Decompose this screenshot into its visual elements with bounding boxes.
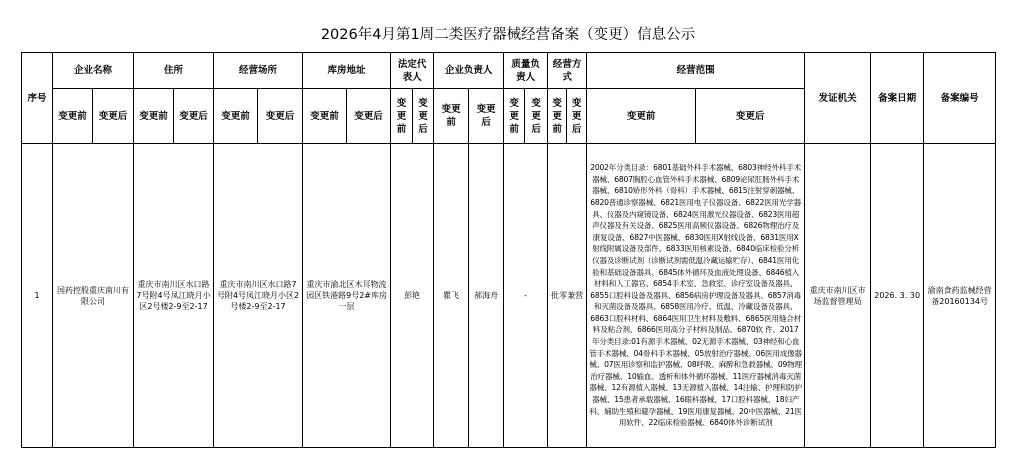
subheader-company-head-after-l2: 后	[481, 117, 491, 128]
subheader-company-head-after-l1: 变更	[476, 104, 496, 115]
header-legal-rep-line1: 法定代	[397, 58, 427, 70]
subheader-quality-head-before	[504, 89, 525, 144]
subheader-business-mode-before-text: 变更前	[552, 97, 562, 135]
header-row-1	[22, 53, 996, 89]
header-business-scope: 经营范围	[587, 53, 805, 89]
subheader-residence-before: 变更前	[134, 89, 174, 144]
cell-issuing-authority: 重庆市南川区市场监督管理局	[805, 144, 871, 448]
cell-business-mode: 批零兼营	[548, 144, 587, 448]
header-residence: 住所	[134, 53, 214, 89]
subheader-legal-rep-after-text: 变更后	[418, 97, 428, 135]
table-row	[22, 144, 996, 448]
header-quality-head	[504, 53, 548, 89]
cell-company-head-before: 瞿飞	[434, 144, 469, 448]
subheader-business-mode-after	[567, 89, 587, 144]
subheader-company-head-before-l2: 前	[446, 117, 456, 128]
cell-business-scope: 2002年分类目录：6801基础外科手术器械、6803神经外科手术器械、6807胸腔心血管外科手术器械、6809泌尿肛肠外科手术器械、6810矫形外科（骨科）手术器械、6815注射穿刺器械、6820普通诊察器械、6821医用电子仪器设备、6822医用光学器具、仪器及内窥镜设备、6824医用激光仪器设备、6823医用超声仪器及有关设备、6825医用高频仪器设备、6826物理治疗及康复设备、6827中医器械、6830医用X射线设备、6831医用X射线附属设备及部件、6833医用核素设备、6840临床检验分析仪器及诊断试剂（诊断试剂需低温冷藏运输贮存）、6841医用化验和基础设备器具、6845体外循环及血液处理设备、6846植入材料和人工器官、6854手术室、急救室、诊疗室设备及器具、6855口腔科设备及器具、6856病房护理设备及器具、6857消毒和灭菌设备及器具、6858医用冷疗、低温、冷藏设备及器具、6863口腔科材料、6864医用卫生材料及敷料、6865医用缝合材料及粘合剂、6866医用高分子材料及制品、6870软 件、2017年分类目录:01有源手术器械、02无源手术器械、03神经和心血管手术器械、04骨科手术器械、05放射治疗器械、06医用成像器械、07医用诊察和监护器械、08呼吸、麻醉和急救器械、09物理治疗器械、10输血、透析和体外循环器械、11医疗器械消毒灭菌器械、12有源植入器械、13无源植入器械、14注输、护理和防护器械、15患者承载器械、16眼科器械、17口腔科器械、18妇产科、辅助生殖和避孕器械、19医用康复器械、20中医器械、21医用软件、22临床检验器械、6840体外诊断试剂	[587, 144, 805, 448]
header-quality-head-line1: 质量负	[511, 58, 540, 70]
header-legal-rep-line2: 表人	[402, 71, 422, 83]
subheader-company-name-after: 变更后	[93, 89, 134, 144]
subheader-warehouse-before: 变更前	[303, 89, 347, 144]
header-business-mode-line2: 式	[562, 71, 572, 83]
filing-table	[21, 52, 996, 448]
cell-filing-date: 2026. 3. 30	[871, 144, 924, 448]
subheader-company-head-after	[469, 89, 504, 144]
subheader-business-mode-after-text: 变更后	[571, 97, 582, 135]
subheader-company-name-before: 变更前	[53, 89, 93, 144]
subheader-company-head-before-l1: 变更	[441, 104, 461, 115]
cell-quality-head: -	[504, 144, 548, 448]
header-company-name: 企业名称	[53, 53, 134, 89]
header-quality-head-line2: 责人	[516, 71, 536, 83]
subheader-legal-rep-before-text: 变更前	[396, 97, 407, 135]
cell-filing-number: 渝南食药监械经营备20160134号	[924, 144, 996, 448]
header-filing-number: 备案编号	[924, 53, 996, 144]
subheader-legal-rep-before	[391, 89, 413, 144]
header-business-mode	[548, 53, 587, 89]
cell-company-name: 国药控股重庆南川有限公司	[53, 144, 134, 448]
page-title: 2026年4月第1周二类医疗器械经营备案（变更）信息公示	[320, 27, 696, 43]
header-filing-date: 备案日期	[871, 53, 924, 144]
subheader-legal-rep-after	[413, 89, 434, 144]
header-warehouse-address: 库房地址	[303, 53, 391, 89]
header-business-premises: 经营场所	[214, 53, 303, 89]
cell-business-premises: 重庆市南川区水口路7号附4号凤江晓月小区2号楼2-9至2-17	[214, 144, 303, 448]
cell-legal-rep: 彭艳	[391, 144, 434, 448]
cell-seq: 1	[22, 144, 53, 448]
header-legal-rep	[391, 53, 434, 89]
subheader-scope-before: 变更前	[587, 89, 696, 144]
cell-warehouse-address: 重庆市渝北区木耳物流园区铁港路9号2#库房一层	[303, 144, 391, 448]
header-business-mode-line1: 经营方	[552, 58, 582, 70]
subheader-quality-head-after-text: 变更后	[531, 97, 541, 135]
subheader-quality-head-after	[525, 89, 548, 144]
cell-residence: 重庆市南川区水口路7号附4号凤江晓月小区2号楼2-9至2-17	[134, 144, 214, 448]
header-seq: 序号	[22, 53, 53, 144]
subheader-premises-before: 变更前	[214, 89, 258, 144]
subheader-company-head-before	[434, 89, 469, 144]
subheader-business-mode-before	[548, 89, 567, 144]
cell-company-head-after: 郝海舟	[469, 144, 504, 448]
subheader-quality-head-before-text: 变更前	[509, 97, 519, 135]
subheader-residence-after: 变更后	[174, 89, 214, 144]
subheader-warehouse-after: 变更后	[347, 89, 391, 144]
header-company-head: 企业负责人	[434, 53, 504, 89]
subheader-scope-after: 变更后	[696, 89, 805, 144]
header-issuing-authority: 发证机关	[805, 53, 871, 144]
subheader-premises-after: 变更后	[258, 89, 303, 144]
